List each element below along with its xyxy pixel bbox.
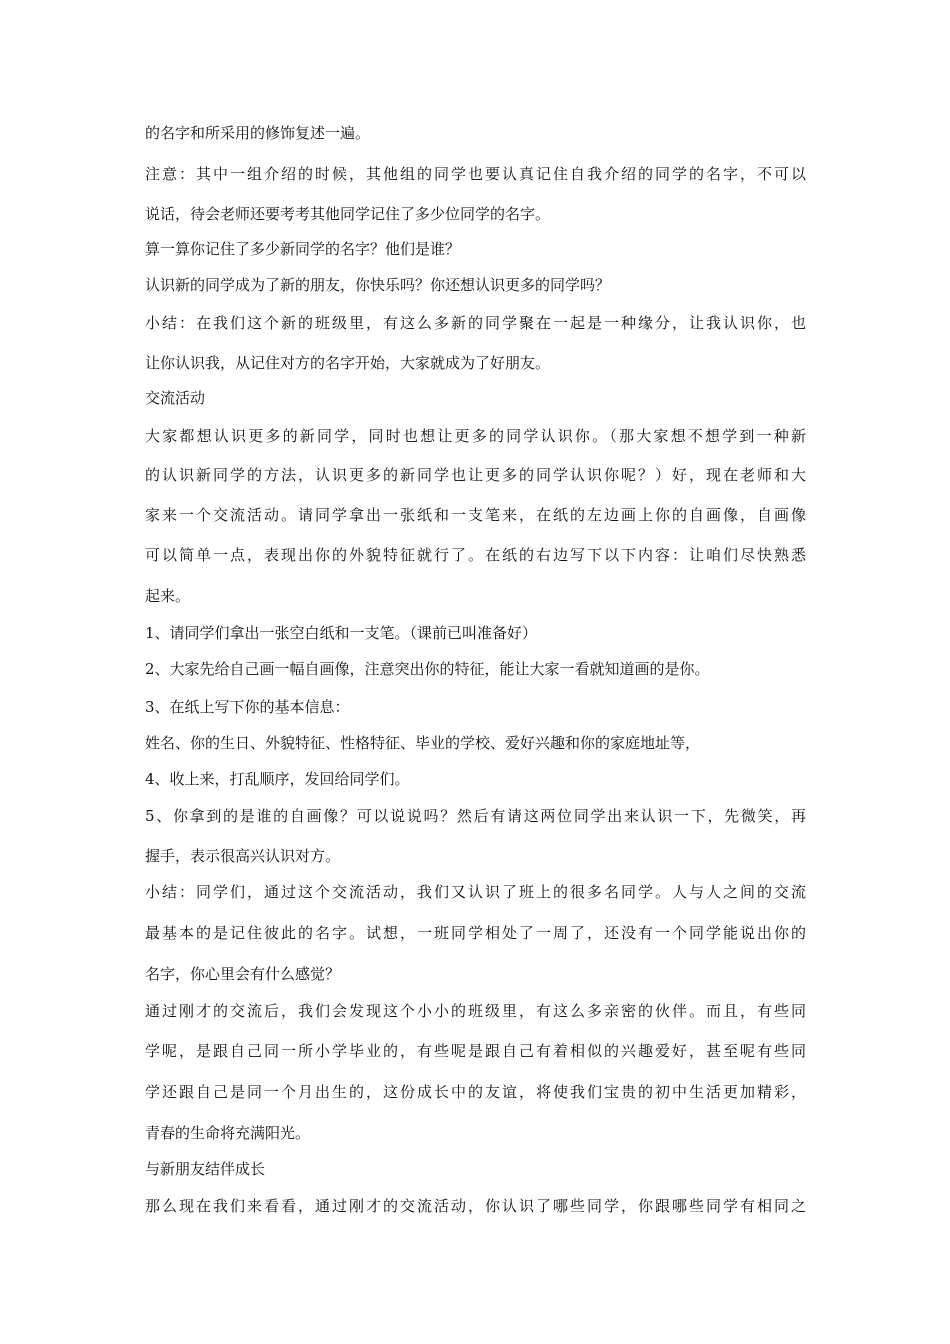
section-heading: 交流活动 [145, 389, 206, 407]
list-item: 4、收上来，打乱顺序，发回给同学们。 [145, 770, 410, 788]
text-line: 名字，你心里会有什么感觉？ [145, 965, 341, 983]
text-line: 学还跟自己是同一个月出生的，这份成长中的友谊，将使我们宝贵的初中生活更加精彩， [145, 1083, 806, 1101]
text-line: 学呢，是跟自己同一所小学毕业的，有些呢是跟自己有着相似的兴趣爱好，甚至呢有些同 [145, 1042, 806, 1060]
text-line: 小结：在我们这个新的班级里，有这么多新的同学聚在一起是一种缘分，让我认识你，也 [145, 314, 806, 332]
text-line: 姓名、你的生日、外貌特征、性格特征、毕业的学校、爱好兴趣和你的家庭地址等， [145, 734, 701, 752]
text-line: 小结：同学们，通过这个交流活动，我们又认识了班上的很多名同学。人与人之间的交流 [145, 883, 806, 901]
list-item: 5、你拿到的是谁的自画像？可以说说吗？然后有请这两位同学出来认识一下，先微笑，再 [145, 807, 806, 825]
list-item: 1、请同学们拿出一张空白纸和一支笔。（课前已叫准备好） [145, 624, 538, 642]
text-line: 最基本的是记住彼此的名字。试想，一班同学相处了一周了，还没有一个同学能说出你的 [145, 924, 806, 942]
text-line: 青春的生命将充满阳光。 [145, 1124, 311, 1142]
text-line: 让你认识我，从记住对方的名字开始，大家就成为了好朋友。 [145, 354, 551, 372]
text-line: 认识新的同学成为了新的朋友，你快乐吗？你还想认识更多的同学吗？ [145, 276, 611, 294]
text-line: 的认识新同学的方法，认识更多的新同学也让更多的同学认识你呢？）好，现在老师和大 [145, 466, 806, 484]
text-line: 可以简单一点，表现出你的外貌特征就行了。在纸的右边写下以下内容：让咱们尽快熟悉 [145, 546, 806, 564]
list-item: 2、大家先给自己画一幅自画像，注意突出你的特征，能让大家一看就知道画的是你。 [145, 660, 710, 678]
text-line: 说话，待会老师还要考考其他同学记住了多少位同学的名字。 [145, 205, 551, 223]
text-line: 算一算你记住了多少新同学的名字？他们是谁？ [145, 240, 461, 258]
section-heading: 与新朋友结伴成长 [145, 1160, 266, 1178]
list-item: 3、在纸上写下你的基本信息： [145, 698, 350, 716]
text-line: 握手，表示很高兴认识对方。 [145, 847, 341, 865]
text-line: 注意：其中一组介绍的时候，其他组的同学也要认真记住自我介绍的同学的名字，不可以 [145, 165, 806, 183]
text-line: 家来一个交流活动。请同学拿出一张纸和一支笔来，在纸的左边画上你的自画像，自画像 [145, 506, 806, 524]
text-line: 的名字和所采用的修饰复述一遍。 [145, 124, 371, 142]
text-line: 大家都想认识更多的新同学，同时也想让更多的同学认识你。（那大家想不想学到一种新 [145, 427, 806, 445]
text-line: 那么现在我们来看看，通过刚才的交流活动，你认识了哪些同学，你跟哪些同学有相同之 [145, 1197, 806, 1215]
text-line: 起来。 [145, 587, 191, 605]
text-line: 通过刚才的交流后，我们会发现这个小小的班级里，有这么多亲密的伙伴。而且，有些同 [145, 1002, 806, 1020]
